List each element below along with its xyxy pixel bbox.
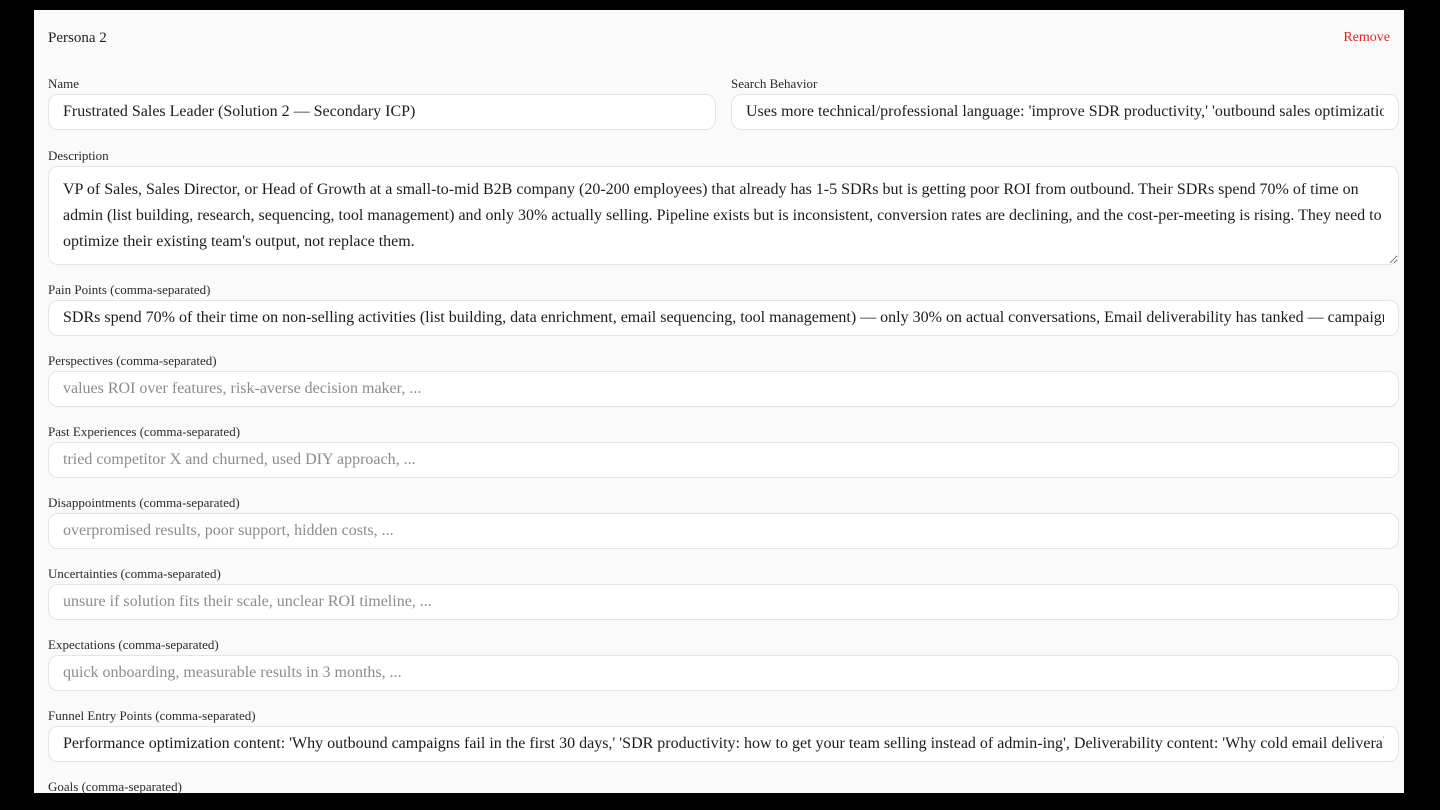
expectations-input[interactable]	[48, 655, 1399, 691]
disappointments-label: Disappointments (comma-separated)	[48, 495, 240, 510]
past-experiences-field	[48, 424, 1399, 478]
description-label: Description	[48, 148, 109, 163]
goals-label: Goals (comma-separated)	[48, 779, 182, 793]
search-behavior-label: Search Behavior	[731, 76, 818, 91]
name-search-row	[48, 76, 1399, 147]
description-textarea[interactable]	[48, 166, 1399, 265]
uncertainties-label: Uncertainties (comma-separated)	[48, 566, 221, 581]
persona-title: Persona 2	[48, 30, 107, 46]
disappointments-field	[48, 495, 1399, 549]
search-behavior-field	[731, 76, 1399, 130]
funnel-entry-points-field	[48, 708, 1399, 762]
funnel-entry-points-label: Funnel Entry Points (comma-separated)	[48, 708, 256, 723]
search-behavior-input[interactable]	[731, 94, 1399, 130]
uncertainties-field	[48, 566, 1399, 620]
remove-button[interactable]: Remove	[1343, 30, 1390, 45]
past-experiences-label: Past Experiences (comma-separated)	[48, 424, 241, 439]
description-field	[48, 148, 1399, 265]
expectations-label: Expectations (comma-separated)	[48, 637, 219, 652]
disappointments-input[interactable]	[48, 513, 1399, 549]
perspectives-input[interactable]	[48, 371, 1399, 407]
name-label: Name	[48, 76, 80, 91]
persona-card	[34, 10, 1404, 793]
pain-points-label: Pain Points (comma-separated)	[48, 282, 211, 297]
pain-points-input[interactable]	[48, 300, 1399, 336]
past-experiences-input[interactable]	[48, 442, 1399, 478]
perspectives-field	[48, 353, 1399, 407]
name-input[interactable]	[48, 94, 716, 130]
perspectives-label: Perspectives (comma-separated)	[48, 353, 217, 368]
uncertainties-input[interactable]	[48, 584, 1399, 620]
name-field	[48, 76, 716, 130]
funnel-entry-points-input[interactable]	[48, 726, 1399, 762]
card-header	[48, 28, 1399, 48]
pain-points-field	[48, 282, 1399, 336]
expectations-field	[48, 637, 1399, 691]
goals-field	[48, 779, 1399, 793]
